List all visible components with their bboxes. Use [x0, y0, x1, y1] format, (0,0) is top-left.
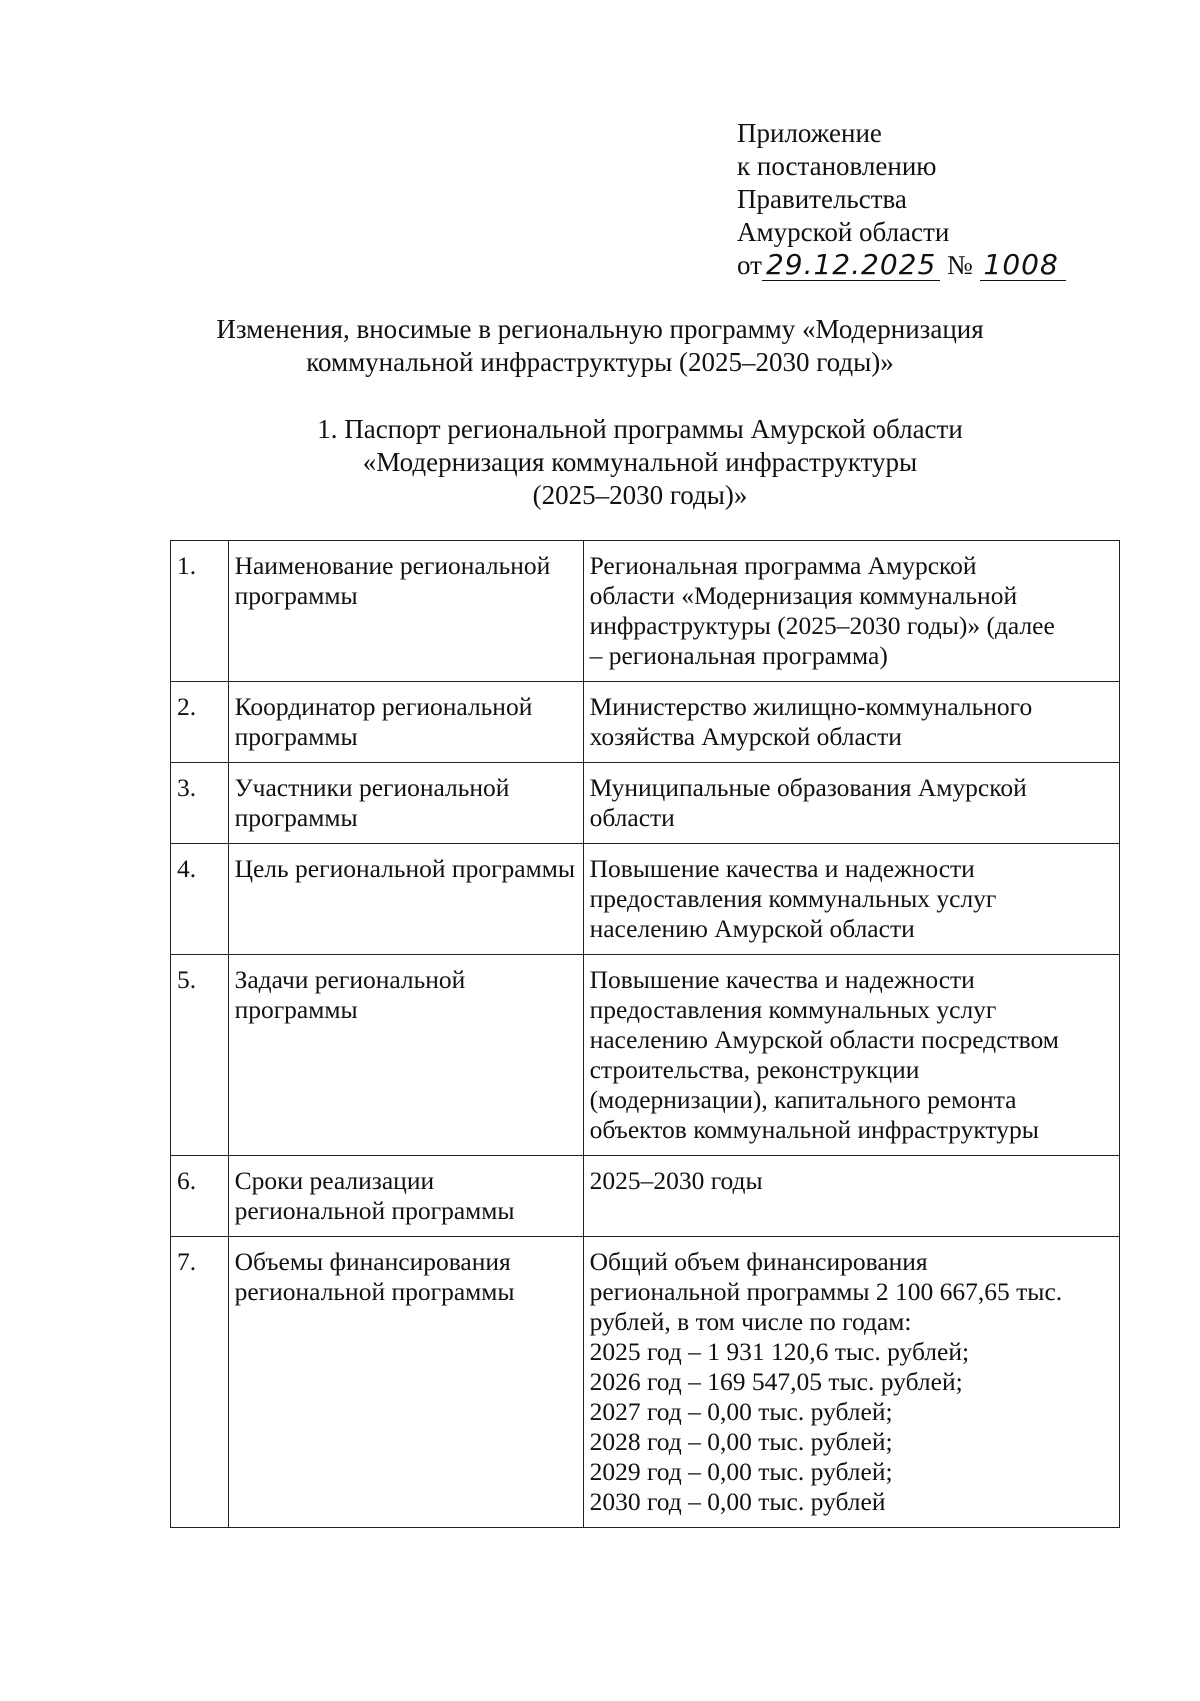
row-value-line: 2025 год – 1 931 120,6 тыс. рублей; — [589, 1337, 970, 1366]
title-line: коммунальной инфраструктуры (2025–2030 годы)» — [306, 347, 894, 377]
row-name-line: программы — [234, 995, 358, 1024]
row-value-line: объектов коммунальной инфраструктуры — [589, 1115, 1039, 1144]
table-row — [171, 763, 1120, 844]
row-value-line: 2026 год – 169 547,05 тыс. рублей; — [589, 1367, 963, 1396]
row-name-line: Участники региональной — [234, 773, 510, 802]
row-value-line: Муниципальные образования Амурской — [589, 773, 1027, 802]
row-value-cell — [583, 763, 1119, 844]
row-value-line: инфраструктуры (2025–2030 годы)» (далее — [589, 611, 1055, 640]
row-number: 2. — [171, 682, 229, 763]
row-number: 5. — [171, 955, 229, 1156]
row-value-line: Общий объем финансирования — [589, 1247, 928, 1276]
row-name-line: Объемы финансирования — [234, 1247, 511, 1276]
row-value-line: 2027 год – 0,00 тыс. рублей; — [589, 1397, 893, 1426]
row-value-line: (модернизации), капитального ремонта — [589, 1085, 1017, 1114]
handwritten-date: 29.12.2025 — [762, 250, 940, 281]
row-name-line: Сроки реализации — [234, 1166, 435, 1195]
document-title — [150, 313, 1050, 379]
row-value-line: 2025–2030 годы — [589, 1166, 763, 1195]
row-value-line: 2028 год – 0,00 тыс. рублей; — [589, 1427, 893, 1456]
row-number: 6. — [171, 1156, 229, 1237]
title-line: Изменения, вносимые в региональную программу «Модернизация — [216, 314, 984, 344]
row-name-cell — [228, 541, 583, 682]
row-value-line: области «Модернизация коммунальной — [589, 581, 1018, 610]
row-name-line: программы — [234, 581, 358, 610]
row-value-line: Региональная программа Амурской — [589, 551, 977, 580]
subtitle-line: 1. Паспорт региональной программы Амурской области — [317, 414, 963, 444]
row-name-line: региональной программы — [234, 1277, 515, 1306]
row-value-cell — [583, 541, 1119, 682]
passport-table-body — [171, 541, 1120, 1528]
row-name-cell — [228, 955, 583, 1156]
row-value-line: региональной программы 2 100 667,65 тыс. — [589, 1277, 1063, 1306]
appendix-line: Приложение — [737, 118, 882, 148]
row-name-line: Координатор региональной — [234, 692, 533, 721]
row-value-line: – региональная программа) — [589, 641, 888, 670]
row-name-line: Наименование региональной — [234, 551, 551, 580]
row-value-line: Повышение качества и надежности — [589, 854, 975, 883]
row-number: 7. — [171, 1237, 229, 1528]
row-name-line: программы — [234, 722, 358, 751]
table-row — [171, 541, 1120, 682]
row-name-line: региональной программы — [234, 1196, 515, 1225]
row-value-line: строительства, реконструкции — [589, 1055, 920, 1084]
row-name-line: Цель региональной программы — [234, 854, 576, 883]
program-passport-table — [170, 540, 1120, 1528]
row-value-cell — [583, 955, 1119, 1156]
table-row — [171, 955, 1120, 1156]
number-sign: № — [947, 250, 973, 280]
row-name-cell — [228, 1156, 583, 1237]
row-value-line: населению Амурской области — [589, 914, 915, 943]
row-value-line: области — [589, 803, 675, 832]
resolution-date-line — [737, 249, 1066, 282]
row-value-line: предоставления коммунальных услуг — [589, 995, 997, 1024]
row-value-line: 2029 год – 0,00 тыс. рублей; — [589, 1457, 893, 1486]
appendix-line: Правительства — [737, 184, 907, 214]
subtitle-line: «Модернизация коммунальной инфраструктуры — [362, 447, 918, 477]
row-name-cell — [228, 844, 583, 955]
row-value-cell — [583, 682, 1119, 763]
row-value-cell — [583, 1237, 1119, 1528]
row-name-line: программы — [234, 803, 358, 832]
row-value-line: рублей, в том числе по годам: — [589, 1307, 912, 1336]
row-number: 1. — [171, 541, 229, 682]
row-value-line: Министерство жилищно-коммунального — [589, 692, 1033, 721]
row-value-line: 2030 год – 0,00 тыс. рублей — [589, 1487, 886, 1516]
subtitle-line: (2025–2030 годы)» — [532, 480, 748, 510]
table-row — [171, 844, 1120, 955]
row-value-line: предоставления коммунальных услуг — [589, 884, 997, 913]
row-value-line: Повышение качества и надежности — [589, 965, 975, 994]
date-prefix: от — [737, 250, 762, 280]
appendix-block — [737, 117, 1066, 282]
table-row — [171, 682, 1120, 763]
table-row — [171, 1237, 1120, 1528]
appendix-line: к постановлению — [737, 151, 937, 181]
section-subtitle — [190, 413, 1090, 512]
row-name-cell — [228, 1237, 583, 1528]
appendix-line: Амурской области — [737, 217, 950, 247]
row-value-line: хозяйства Амурской области — [589, 722, 902, 751]
handwritten-number: 1008 — [980, 250, 1066, 281]
row-number: 3. — [171, 763, 229, 844]
row-number: 4. — [171, 844, 229, 955]
row-name-cell — [228, 682, 583, 763]
row-name-cell — [228, 763, 583, 844]
table-row — [171, 1156, 1120, 1237]
row-value-line: населению Амурской области посредством — [589, 1025, 1059, 1054]
row-value-cell — [583, 1156, 1119, 1237]
row-value-cell — [583, 844, 1119, 955]
row-name-line: Задачи региональной — [234, 965, 466, 994]
